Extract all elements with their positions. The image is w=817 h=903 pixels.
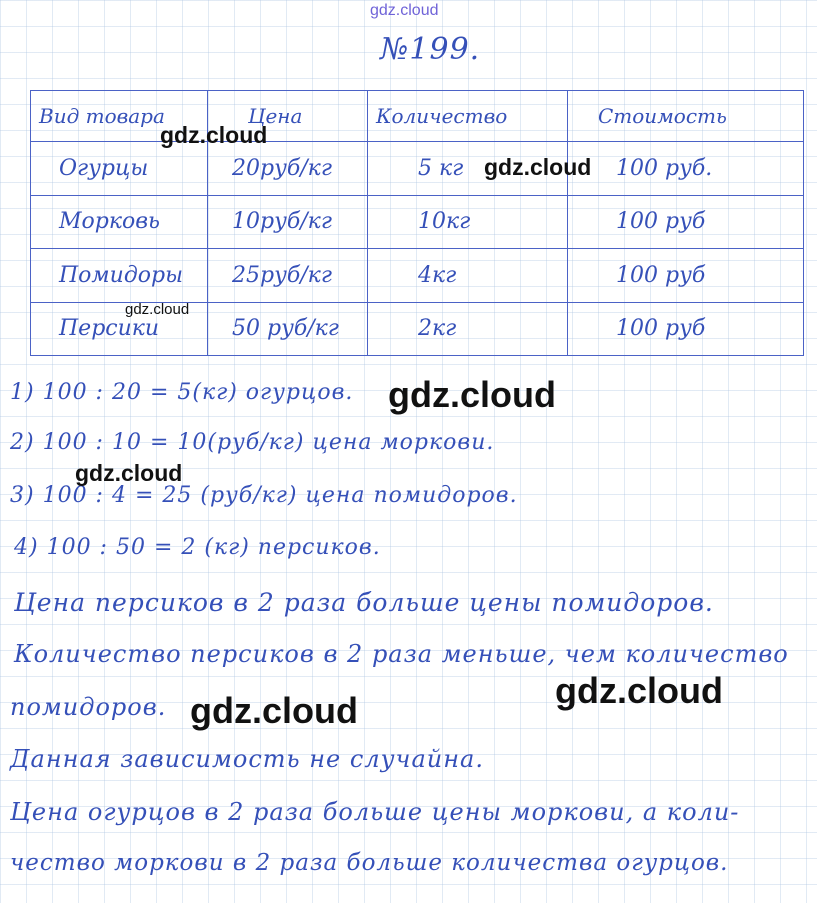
solution-line: 1) 100 : 20 = 5(кг) огурцов.: [10, 380, 354, 405]
cell-price: 50 руб/кг: [208, 302, 368, 355]
header-cost: Стоимость: [568, 91, 804, 142]
header-quantity: Количество: [368, 91, 568, 142]
cell-product: Персики: [31, 302, 208, 355]
watermark: gdz.cloud: [160, 122, 268, 148]
header-price: Цена: [208, 91, 368, 142]
solution-line: 3) 100 : 4 = 25 (руб/кг) цена помидоров.: [10, 483, 518, 508]
watermark: gdz.cloud: [75, 460, 183, 486]
solution-line: 4) 100 : 50 = 2 (кг) персиков.: [14, 535, 381, 560]
watermark: gdz.cloud: [555, 670, 723, 711]
cell-cost: 100 руб: [568, 195, 804, 248]
watermark: gdz.cloud: [125, 301, 190, 318]
watermark: gdz.cloud: [190, 690, 358, 731]
solution-line: Количество персиков в 2 раза меньше, чем количество: [14, 640, 789, 668]
solution-line: чество моркови в 2 раза больше количества огурцов.: [10, 850, 729, 876]
watermark-top: gdz.cloud: [370, 2, 439, 19]
table-row: [31, 142, 804, 195]
solution-line: Цена огурцов в 2 раза больше цены моркови, а коли-: [10, 798, 740, 826]
cell-price: 10руб/кг: [208, 195, 368, 248]
cell-product: Огурцы: [31, 142, 208, 195]
task-number: №199.: [380, 32, 481, 67]
table-header-row: [31, 91, 804, 142]
cell-quantity: 2кг: [368, 302, 568, 355]
solution-line: 2) 100 : 10 = 10(руб/кг) цена моркови.: [10, 430, 495, 455]
solution-line: Данная зависимость не случайна.: [10, 745, 484, 773]
cell-cost: 100 руб: [568, 302, 804, 355]
cell-cost: 100 руб: [568, 249, 804, 302]
solution-line: помидоров.: [10, 693, 167, 721]
cell-quantity: 5 кг: [368, 142, 568, 195]
cell-product: Морковь: [31, 195, 208, 248]
table-row: [31, 249, 804, 302]
solution-line: Цена персиков в 2 раза больше цены помидоров.: [14, 588, 714, 617]
cell-price: 25руб/кг: [208, 249, 368, 302]
cell-quantity: 10кг: [368, 195, 568, 248]
cell-cost: 100 руб.: [568, 142, 804, 195]
watermark: gdz.cloud: [484, 154, 592, 180]
cell-product: Помидоры: [31, 249, 208, 302]
watermark: gdz.cloud: [388, 374, 556, 415]
table-row: [31, 195, 804, 248]
cell-quantity: 4кг: [368, 249, 568, 302]
cell-price: 20руб/кг: [208, 142, 368, 195]
header-product: Вид товара: [31, 91, 208, 142]
